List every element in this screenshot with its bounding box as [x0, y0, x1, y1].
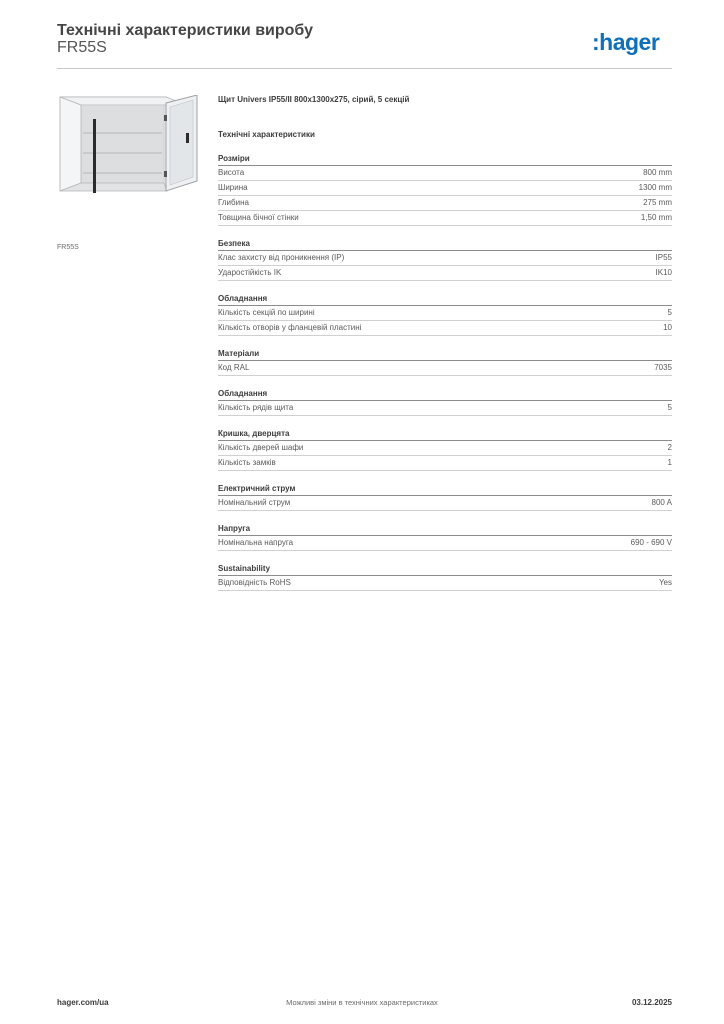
spec-row	[218, 361, 672, 376]
footer-date: 03.12.2025	[631, 998, 672, 1007]
section-title: Обладнання	[218, 293, 672, 306]
section-title: Безпека	[218, 238, 672, 251]
spec-row	[218, 181, 672, 196]
footer-notice: Можливі зміни в технічних характеристиках	[286, 998, 438, 1007]
spec-label: Номінальний струм	[218, 498, 291, 507]
spec-row	[218, 576, 672, 591]
spec-row	[218, 211, 672, 226]
spec-value: IK10	[655, 268, 672, 277]
spec-label: Кількість дверей шафи	[218, 443, 304, 452]
spec-row	[218, 401, 672, 416]
hager-logo-text: :hager	[592, 29, 660, 55]
spec-value: 1300 mm	[638, 183, 672, 192]
spec-section-cover-doors	[218, 428, 672, 471]
spec-section-materials	[218, 348, 672, 376]
spec-row	[218, 536, 672, 551]
spec-label: Номінальна напруга	[218, 538, 294, 547]
section-title: Обладнання	[218, 388, 672, 401]
image-caption: FR55S	[57, 244, 79, 251]
spec-label: Глибина	[218, 198, 249, 207]
spec-section-voltage	[218, 523, 672, 551]
page-title: Технічні характеристики виробу	[57, 22, 313, 39]
spec-section-equipment	[218, 293, 672, 336]
spec-row	[218, 196, 672, 211]
section-title: Розміри	[218, 153, 672, 166]
spec-value: 1,50 mm	[640, 213, 672, 222]
spec-row	[218, 496, 672, 511]
spec-label: Ударостійкість IK	[218, 268, 282, 277]
spec-label: Код RAL	[218, 363, 250, 372]
spec-label: Ширина	[218, 183, 248, 192]
spec-value: 800 A	[651, 498, 672, 507]
header-divider	[57, 68, 672, 69]
spec-value: 7035	[654, 363, 672, 372]
spec-section-current	[218, 483, 672, 511]
spec-value: 1	[667, 458, 672, 467]
spec-value: 5	[667, 308, 672, 317]
spec-row	[218, 321, 672, 336]
product-image	[57, 95, 202, 232]
spec-label: Товщина бічної стінки	[218, 213, 299, 222]
spec-row	[218, 266, 672, 281]
specs-panel	[218, 94, 672, 591]
product-name: Щит Univers IP55/II 800x1300x275, сірий, 5 секцій	[218, 95, 410, 104]
spec-label: Кількість замків	[218, 458, 276, 467]
spec-section-safety	[218, 238, 672, 281]
section-title: Кришка, дверцята	[218, 428, 672, 441]
spec-label: Кількість отворів у фланцевій пластині	[218, 323, 362, 332]
spec-section-equipment-2	[218, 388, 672, 416]
specs-heading: Технічні характеристики	[218, 130, 315, 139]
spec-value: 800 mm	[643, 168, 672, 177]
product-code: FR55S	[57, 39, 107, 56]
spec-value: 5	[667, 403, 672, 412]
section-title: Матеріали	[218, 348, 672, 361]
spec-label: Клас захисту від проникнення (IP)	[218, 253, 345, 262]
spec-section-sustainability	[218, 563, 672, 591]
spec-row	[218, 306, 672, 321]
spec-value: 2	[667, 443, 672, 452]
spec-label: Кількість секцій по ширині	[218, 308, 315, 317]
footer-website-link[interactable]: hager.com/ua	[57, 998, 109, 1007]
spec-row	[218, 166, 672, 181]
spec-row	[218, 456, 672, 471]
spec-label: Кількість рядів щита	[218, 403, 294, 412]
spec-label: Відповідність RoHS	[218, 578, 291, 587]
spec-row	[218, 441, 672, 456]
spec-value: Yes	[658, 578, 672, 587]
spec-value: IP55	[655, 253, 672, 262]
section-title: Електричний струм	[218, 483, 672, 496]
section-title: Напруга	[218, 523, 672, 536]
hager-logo	[592, 29, 674, 55]
spec-label: Висота	[218, 168, 245, 177]
section-title: Sustainability	[218, 563, 672, 576]
spec-value: 275 mm	[643, 198, 672, 207]
spec-section-dimensions	[218, 153, 672, 226]
spec-value: 10	[663, 323, 672, 332]
spec-row	[218, 251, 672, 266]
spec-value: 690 - 690 V	[630, 538, 672, 547]
